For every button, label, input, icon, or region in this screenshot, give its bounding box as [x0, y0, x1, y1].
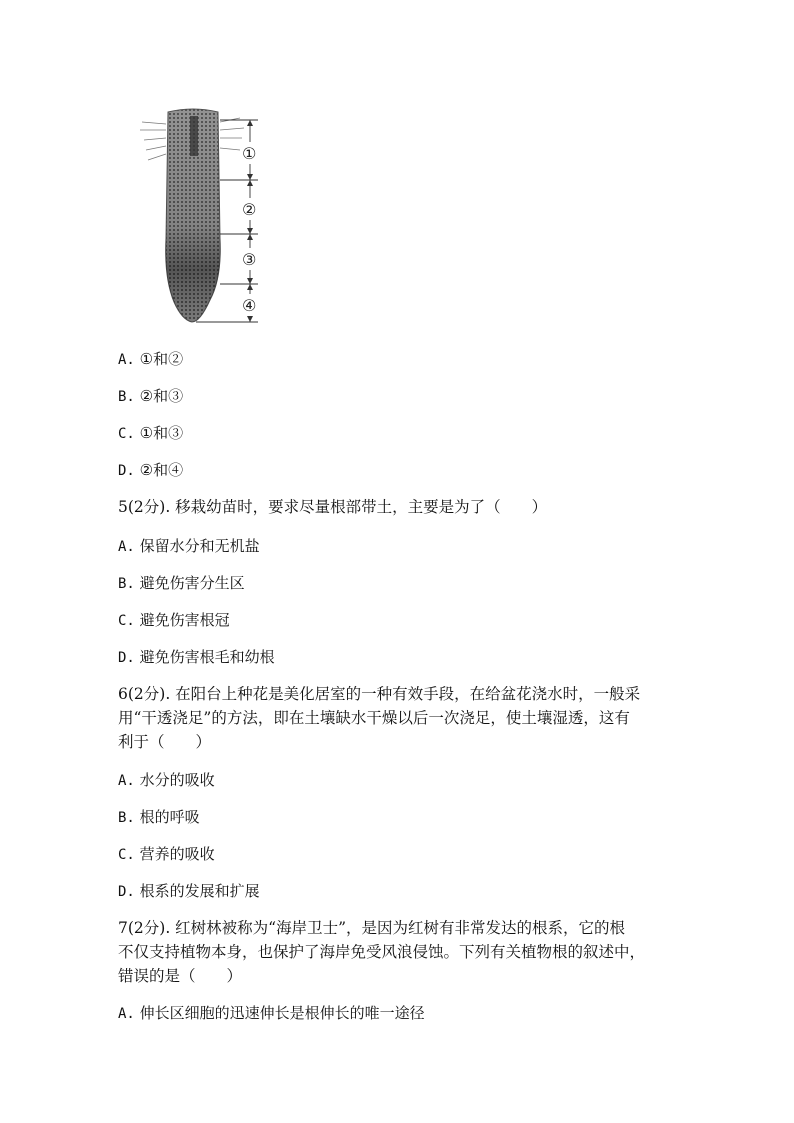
q5-stem: 5(2分). 移栽幼苗时，要求尽量根部带土，主要是为了（ ） — [118, 498, 548, 516]
q6-option-d: D. 根系的发展和扩展 — [118, 882, 260, 900]
root-tip-figure — [136, 108, 266, 334]
zone-label-4: ④ — [242, 296, 257, 315]
q7-stem-line-2: 不仅支持植物本身，也保护了海岸免受风浪侵蚀。下列有关植物根的叙述中， — [118, 943, 646, 961]
q5-option-b: B. 避免伤害分生区 — [118, 574, 245, 592]
q6-stem-line-2: 用“干透浇足”的方法，即在土壤缺水干燥以后一次浇足，使土壤湿透，这有 — [118, 709, 630, 727]
q5-option-d: D. 避免伤害根毛和幼根 — [118, 648, 275, 666]
vascular-core — [190, 116, 198, 156]
q6-option-b: B. 根的呼吸 — [118, 808, 200, 826]
q4-option-c: C. ①和③ — [118, 424, 184, 442]
q7-stem-line-1: 7(2分). 红树林被称为“海岸卫士”，是因为红树有非常发达的根系，它的根 — [118, 919, 626, 937]
q7-stem-line-3: 错误的是（ ） — [118, 967, 243, 985]
q4-option-b: B. ②和③ — [118, 387, 184, 405]
q5-option-c: C. 避免伤害根冠 — [118, 611, 230, 629]
q6-option-a: A. 水分的吸收 — [118, 771, 215, 789]
q6-option-c: C. 营养的吸收 — [118, 845, 215, 863]
q7-option-a: A. 伸长区细胞的迅速伸长是根伸长的唯一途径 — [118, 1004, 425, 1022]
zone-label-1: ① — [242, 144, 257, 163]
q4-option-d: D. ②和④ — [118, 461, 184, 479]
zone-label-3: ③ — [242, 250, 257, 269]
zone-label-2: ② — [242, 200, 257, 219]
q6-stem-line-3: 利于（ ） — [118, 733, 212, 751]
q4-option-a: A. ①和② — [118, 350, 184, 368]
q6-stem-line-1: 6(2分). 在阳台上种花是美化居室的一种有效手段，在给盆花浇水时，一般采 — [118, 685, 641, 703]
q5-option-a: A. 保留水分和无机盐 — [118, 537, 260, 555]
